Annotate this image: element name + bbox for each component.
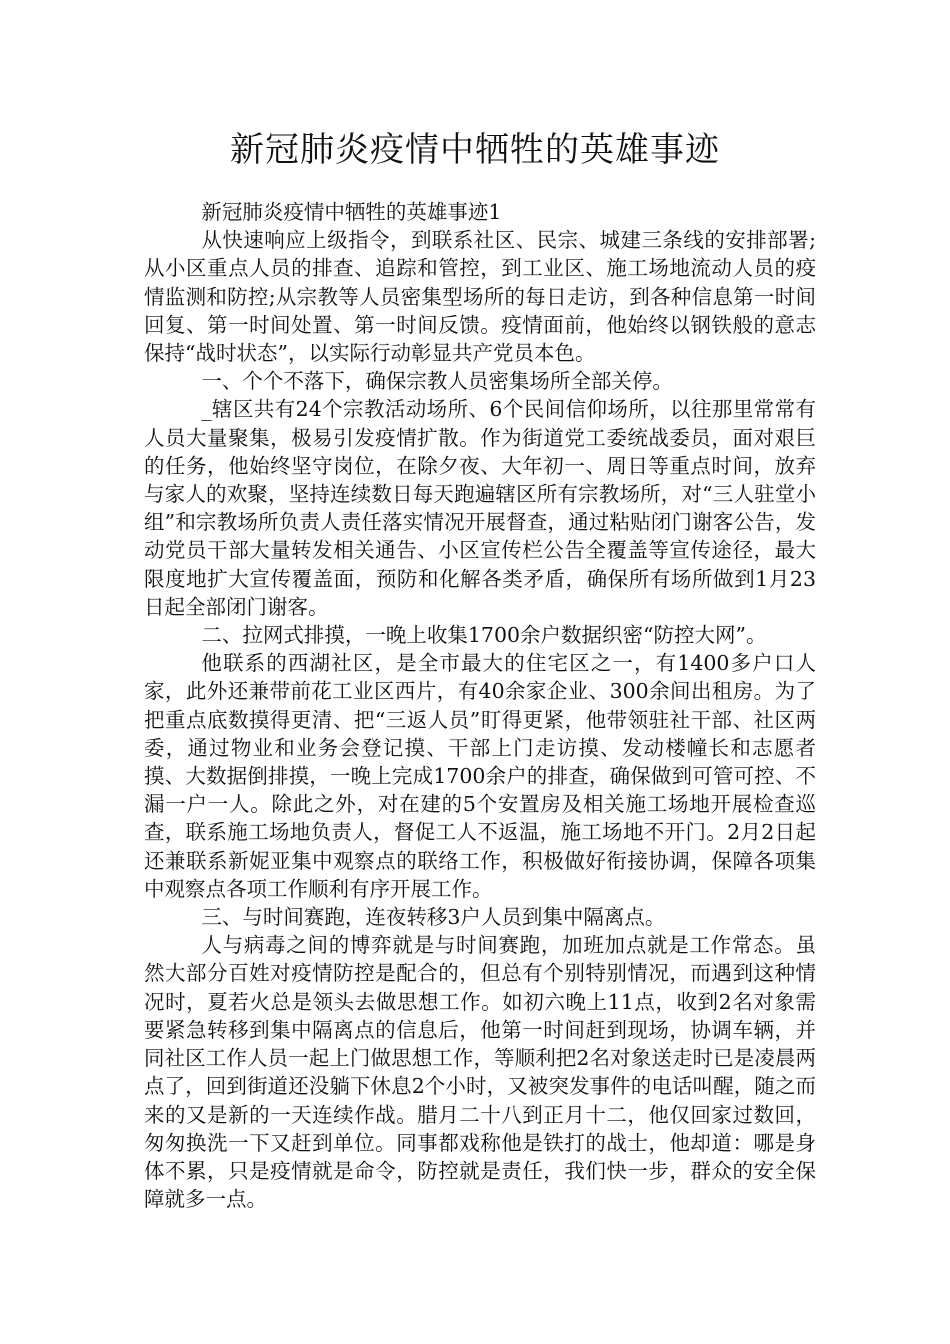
section-paragraph-3: 人与病毒之间的博弈就是与时间赛跑，加班加点就是工作常态。虽然大部分百姓对疫情防控是配合的，但总有个别特别情况，而遇到这种情况时，夏若火总是领头去做思想工作。如初六晚上11点，收到2名对象需要紧急转移到集中隔离点的信息后，他第一时间赶到现场，协调车辆，并同社区工作人员一起上门做思想工作，等顺利把2名对象送走时已是凌晨两点了，回到街道还没躺下休息2个小时，又被突发事件的电话叫醒，随之而来的又是新的一天连续作战。腊月二十八到正月十二，他仅回家过数回，匆匆换洗一下又赶到单位。同事都戏称他是铁打的战士，他却道：哪是身体不累，只是疫情就是命令，防控就是责任，我们快一步，群众的安全保障就多一点。: [144, 933, 816, 1212]
section-paragraph-2: 他联系的西湖社区，是全市最大的住宅区之一，有1400多户口人家，此外还兼带前花工业区西片，有40余家企业、300余间出租房。为了把重点底数摸得更清、把“三返人员”盯得更紧，他带领驻社干部、社区两委，通过物业和业务会登记摸、干部上门走访摸、发动楼幢长和志愿者摸、大数据倒排摸，一晚上完成1700余户的排查，确保做到可管可控、不漏一户一人。除此之外，对在建的5个安置房及相关施工场地开展检查巡查，联系施工场地负责人，督促工人不返温，施工场地不开门。2月2日起还兼联系新妮亚集中观察点的联络工作，积极做好衔接协调，保障各项集中观察点各项工作顺利有序开展工作。: [144, 651, 816, 901]
section-heading-3: 三、与时间赛跑，连夜转移3户人员到集中隔离点。: [201, 905, 666, 930]
document-subtitle: 新冠肺炎疫情中牺牲的英雄事迹1: [201, 200, 502, 224]
section-heading-2: 二、拉网式排摸，一晚上收集1700余户数据织密“防控大网”。: [201, 623, 767, 648]
section-paragraph-1: _辖区共有24个宗教活动场所、6个民间信仰场所，以往那里常常有人员大量聚集，极易引发疫情扩散。作为街道党工委统战委员，面对艰巨的任务，他始终坚守岗位，在除夕夜、大年初一、周日等重点时间，放弃与家人的欢聚，坚持连续数日每天跑遍辖区所有宗教场所，对“三人驻堂小组”和宗教场所负责人责任落实情况开展督查，通过粘贴闭门谢客公告，发动党员干部大量转发相关通告、小区宣传栏公告全覆盖等宣传途径，最大限度地扩大宣传覆盖面，预防和化解各类矛盾，确保所有场所做到1月23日起全部闭门谢客。: [144, 397, 816, 619]
intro-paragraph: 从快速响应上级指令，到联系社区、民宗、城建三条线的安排部署;从小区重点人员的排查、追踪和管控，到工业区、施工场地流动人员的疫情监测和防控;从宗教等人员密集型场所的每日走访，到各种信息第一时间回复、第一时间处置、第一时间反馈。疫情面前，他始终以钢铁般的意志保持“战时状态”，以实际行动彰显共产党员本色。: [144, 228, 816, 366]
document-body: [144, 198, 816, 1213]
document-title: 新冠肺炎疫情中牺牲的英雄事迹: [230, 130, 720, 170]
section-heading-1: 一、个个不落下，确保宗教人员密集场所全部关停。: [201, 369, 673, 394]
